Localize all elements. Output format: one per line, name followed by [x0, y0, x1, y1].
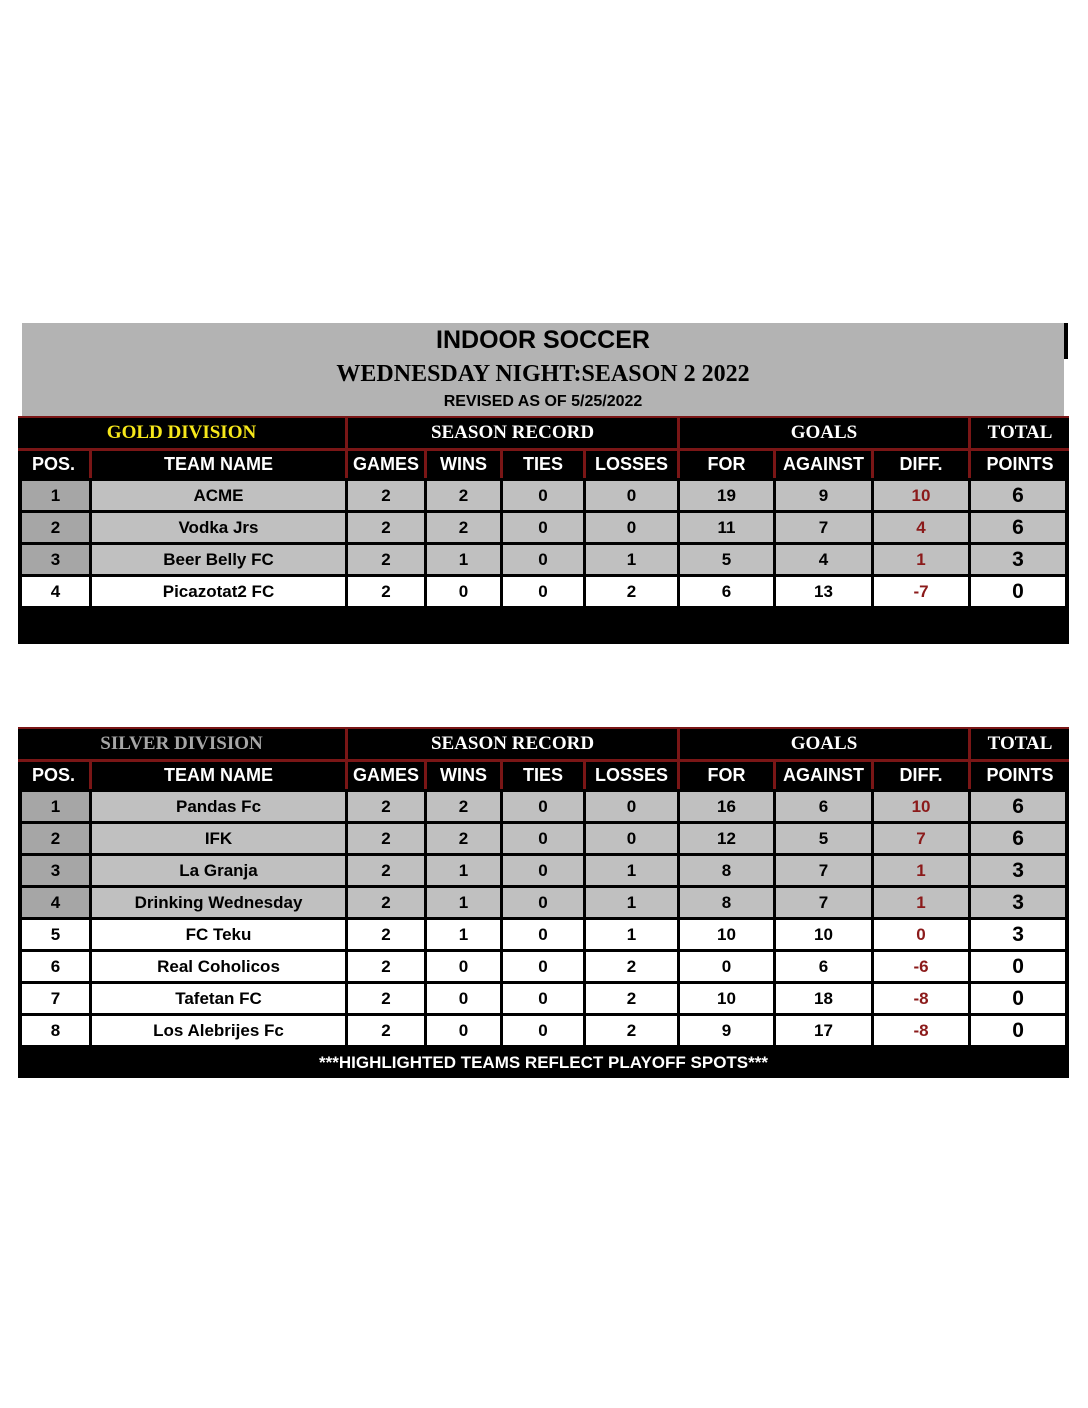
cell-for: 0 — [677, 949, 773, 981]
cell-team: Los Alebrijes Fc — [89, 1013, 345, 1045]
cell-ties: 0 — [500, 510, 583, 542]
cell-team: ACME — [89, 478, 345, 510]
col-team: TEAM NAME — [89, 448, 345, 478]
cell-diff: 0 — [871, 917, 968, 949]
col-diff: DIFF. — [871, 448, 968, 478]
cell-ties: 0 — [500, 821, 583, 853]
cell-pos: 5 — [18, 917, 89, 949]
cell-points: 3 — [968, 853, 1069, 885]
cell-games: 2 — [345, 510, 424, 542]
cell-diff: 10 — [871, 478, 968, 510]
cell-diff: -8 — [871, 1013, 968, 1045]
col-for: FOR — [677, 759, 773, 789]
col-pos: POS. — [18, 448, 89, 478]
table-row — [18, 821, 1069, 853]
table-row — [18, 853, 1069, 885]
cell-against: 18 — [773, 981, 871, 1013]
cell-pos: 6 — [18, 949, 89, 981]
cell-for: 19 — [677, 478, 773, 510]
cell-pos: 4 — [18, 885, 89, 917]
col-for: FOR — [677, 448, 773, 478]
cell-points: 0 — [968, 949, 1069, 981]
col-points: POINTS — [968, 759, 1069, 789]
cell-team: Picazotat2 FC — [89, 574, 345, 606]
col-games: GAMES — [345, 448, 424, 478]
cell-wins: 1 — [424, 542, 500, 574]
goals-label: GOALS — [677, 727, 968, 759]
cell-losses: 0 — [583, 821, 677, 853]
cell-for: 8 — [677, 853, 773, 885]
cell-for: 10 — [677, 917, 773, 949]
cell-losses: 1 — [583, 542, 677, 574]
cell-diff: 1 — [871, 885, 968, 917]
cell-diff: -6 — [871, 949, 968, 981]
cell-ties: 0 — [500, 885, 583, 917]
cell-ties: 0 — [500, 1013, 583, 1045]
total-label: TOTAL — [968, 416, 1069, 448]
table-row — [18, 949, 1069, 981]
playoff-note: ***HIGHLIGHTED TEAMS REFLECT PLAYOFF SPOTS*** — [18, 1045, 1069, 1078]
cell-ties: 0 — [500, 478, 583, 510]
cell-wins: 1 — [424, 917, 500, 949]
season-record-label: SEASON RECORD — [345, 416, 677, 448]
cell-pos: 8 — [18, 1013, 89, 1045]
cell-ties: 0 — [500, 981, 583, 1013]
cell-against: 5 — [773, 821, 871, 853]
cell-points: 0 — [968, 981, 1069, 1013]
cell-against: 10 — [773, 917, 871, 949]
table-row — [18, 574, 1069, 606]
cell-ties: 0 — [500, 789, 583, 821]
cell-for: 9 — [677, 1013, 773, 1045]
cell-games: 2 — [345, 981, 424, 1013]
cell-games: 2 — [345, 789, 424, 821]
cell-points: 3 — [968, 917, 1069, 949]
gold-footer-bar — [18, 606, 1069, 644]
season-record-label: SEASON RECORD — [345, 727, 677, 759]
cell-games: 2 — [345, 821, 424, 853]
cell-diff: 7 — [871, 821, 968, 853]
cell-for: 8 — [677, 885, 773, 917]
cell-against: 13 — [773, 574, 871, 606]
silver-division-table — [18, 727, 1069, 1078]
cell-pos: 3 — [18, 853, 89, 885]
col-ties: TIES — [500, 448, 583, 478]
col-losses: LOSSES — [583, 448, 677, 478]
page-subtitle: WEDNESDAY NIGHT:SEASON 2 2022 — [336, 361, 750, 387]
col-against: AGAINST — [773, 759, 871, 789]
goals-label: GOALS — [677, 416, 968, 448]
cell-points: 0 — [968, 574, 1069, 606]
cell-wins: 1 — [424, 853, 500, 885]
cell-against: 7 — [773, 885, 871, 917]
division-header-row — [18, 416, 1069, 448]
revised-date: REVISED AS OF 5/25/2022 — [443, 393, 643, 410]
cell-ties: 0 — [500, 542, 583, 574]
cell-wins: 2 — [424, 821, 500, 853]
cell-pos: 1 — [18, 478, 89, 510]
cell-diff: 1 — [871, 542, 968, 574]
cell-pos: 2 — [18, 510, 89, 542]
table-row — [18, 478, 1069, 510]
cell-for: 11 — [677, 510, 773, 542]
column-header-row — [18, 448, 1069, 478]
cell-games: 2 — [345, 853, 424, 885]
table-row — [18, 885, 1069, 917]
page-title: INDOOR SOCCER — [436, 326, 650, 354]
cell-wins: 0 — [424, 981, 500, 1013]
division-title: SILVER DIVISION — [18, 727, 345, 759]
cell-pos: 4 — [18, 574, 89, 606]
cell-losses: 2 — [583, 981, 677, 1013]
table-row — [18, 542, 1069, 574]
cell-losses: 0 — [583, 789, 677, 821]
cell-against: 9 — [773, 478, 871, 510]
cell-ties: 0 — [500, 574, 583, 606]
cell-for: 16 — [677, 789, 773, 821]
col-wins: WINS — [424, 759, 500, 789]
cell-wins: 2 — [424, 510, 500, 542]
cell-diff: -8 — [871, 981, 968, 1013]
cell-ties: 0 — [500, 949, 583, 981]
cell-losses: 2 — [583, 1013, 677, 1045]
cell-against: 4 — [773, 542, 871, 574]
table-row — [18, 1013, 1069, 1045]
cell-games: 2 — [345, 1013, 424, 1045]
cell-diff: 1 — [871, 853, 968, 885]
cell-against: 7 — [773, 510, 871, 542]
cell-wins: 0 — [424, 574, 500, 606]
cell-losses: 1 — [583, 917, 677, 949]
col-ties: TIES — [500, 759, 583, 789]
cell-for: 12 — [677, 821, 773, 853]
cell-wins: 0 — [424, 1013, 500, 1045]
cell-games: 2 — [345, 885, 424, 917]
col-wins: WINS — [424, 448, 500, 478]
silver-rows — [18, 789, 1069, 1045]
col-pos: POS. — [18, 759, 89, 789]
cell-points: 6 — [968, 478, 1069, 510]
cell-points: 3 — [968, 542, 1069, 574]
col-against: AGAINST — [773, 448, 871, 478]
cell-games: 2 — [345, 478, 424, 510]
total-label: TOTAL — [968, 727, 1069, 759]
cell-team: Tafetan FC — [89, 981, 345, 1013]
cell-points: 6 — [968, 510, 1069, 542]
cell-against: 7 — [773, 853, 871, 885]
table-row — [18, 789, 1069, 821]
cell-against: 6 — [773, 949, 871, 981]
col-points: POINTS — [968, 448, 1069, 478]
cell-losses: 1 — [583, 885, 677, 917]
cell-games: 2 — [345, 574, 424, 606]
title-block — [22, 323, 1064, 416]
gold-division-table — [18, 416, 1069, 644]
cell-points: 6 — [968, 821, 1069, 853]
cell-for: 6 — [677, 574, 773, 606]
col-losses: LOSSES — [583, 759, 677, 789]
cell-team: Pandas Fc — [89, 789, 345, 821]
cell-points: 0 — [968, 1013, 1069, 1045]
col-team: TEAM NAME — [89, 759, 345, 789]
cell-losses: 1 — [583, 853, 677, 885]
cell-diff: -7 — [871, 574, 968, 606]
cell-team: Vodka Jrs — [89, 510, 345, 542]
cell-against: 17 — [773, 1013, 871, 1045]
cell-pos: 7 — [18, 981, 89, 1013]
division-title: GOLD DIVISION — [18, 416, 345, 448]
cell-against: 6 — [773, 789, 871, 821]
division-header-row — [18, 727, 1069, 759]
cell-losses: 0 — [583, 478, 677, 510]
cell-diff: 4 — [871, 510, 968, 542]
cell-ties: 0 — [500, 917, 583, 949]
title-edge-bar — [1064, 323, 1068, 359]
table-row — [18, 510, 1069, 542]
playoff-note-row — [18, 1045, 1069, 1078]
cell-games: 2 — [345, 542, 424, 574]
cell-games: 2 — [345, 949, 424, 981]
cell-diff: 10 — [871, 789, 968, 821]
cell-pos: 3 — [18, 542, 89, 574]
cell-games: 2 — [345, 917, 424, 949]
cell-for: 5 — [677, 542, 773, 574]
cell-team: Drinking Wednesday — [89, 885, 345, 917]
cell-losses: 0 — [583, 510, 677, 542]
cell-wins: 1 — [424, 885, 500, 917]
cell-team: Real Coholicos — [89, 949, 345, 981]
cell-wins: 0 — [424, 949, 500, 981]
cell-wins: 2 — [424, 478, 500, 510]
cell-losses: 2 — [583, 949, 677, 981]
column-header-row — [18, 759, 1069, 789]
cell-points: 3 — [968, 885, 1069, 917]
cell-pos: 2 — [18, 821, 89, 853]
cell-ties: 0 — [500, 853, 583, 885]
cell-team: IFK — [89, 821, 345, 853]
cell-points: 6 — [968, 789, 1069, 821]
cell-wins: 2 — [424, 789, 500, 821]
gold-rows — [18, 478, 1069, 606]
table-row — [18, 917, 1069, 949]
cell-for: 10 — [677, 981, 773, 1013]
col-diff: DIFF. — [871, 759, 968, 789]
col-games: GAMES — [345, 759, 424, 789]
cell-pos: 1 — [18, 789, 89, 821]
cell-team: Beer Belly FC — [89, 542, 345, 574]
cell-team: La Granja — [89, 853, 345, 885]
cell-losses: 2 — [583, 574, 677, 606]
table-row — [18, 981, 1069, 1013]
cell-team: FC Teku — [89, 917, 345, 949]
